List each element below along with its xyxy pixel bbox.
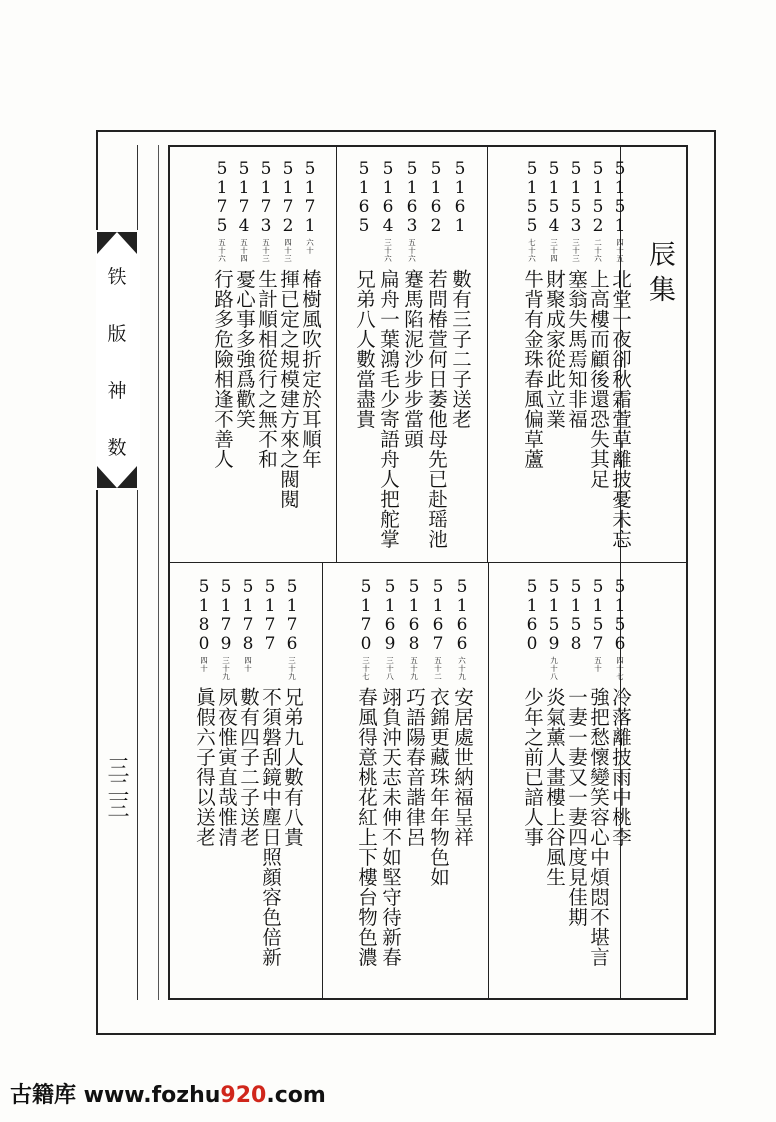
entry-annotation — [262, 239, 270, 267]
entry-annotation — [410, 657, 418, 685]
annotation-char: 九 — [550, 656, 558, 665]
annotation-char: 八 — [550, 672, 558, 681]
entry-number: 5 1 5 2 — [592, 159, 604, 236]
entry-number: 5 1 6 7 — [432, 577, 444, 654]
entry-column — [402, 578, 426, 847]
annotation-char: 五 — [240, 238, 248, 247]
page-number: 三二三 — [104, 756, 129, 816]
annotation-char: 四 — [240, 254, 248, 263]
entry-number: 5 1 6 3 — [406, 159, 418, 236]
entry-verse: 牛背有金珠春風偏草蘆 — [521, 269, 544, 469]
annotation-char: 十 — [222, 664, 230, 673]
annotation-char: 七 — [362, 672, 370, 681]
spine-title-char: 铁 — [107, 266, 127, 288]
entry-annotation — [594, 239, 602, 267]
entry-number: 5 1 5 9 — [548, 577, 560, 654]
entry-column — [608, 160, 632, 549]
entry-number: 5 1 5 6 — [614, 577, 626, 654]
entry-column — [424, 160, 448, 549]
annotation-char: 三 — [288, 656, 296, 665]
entry-number: 5 1 6 8 — [408, 577, 420, 654]
annotation-char: 九 — [222, 672, 230, 681]
entry-column — [378, 578, 402, 967]
entry-verse: 兄弟八人數當盡貴 — [353, 269, 376, 429]
entry-number: 5 1 6 9 — [384, 577, 396, 654]
annotation-char: 六 — [594, 254, 602, 263]
entry-column — [354, 578, 378, 967]
entry-number: 5 1 5 5 — [526, 159, 538, 236]
annotation-char: 十 — [218, 246, 226, 255]
entry-number: 5 1 5 7 — [592, 577, 604, 654]
annotation-char: 四 — [616, 656, 624, 665]
entry-annotation — [200, 657, 208, 685]
annotation-char: 十 — [244, 664, 252, 673]
entry-column — [400, 160, 424, 449]
entry-verse: 上高樓而顧後還恐失其足 — [587, 269, 610, 489]
entry-annotation — [240, 239, 248, 267]
entry-number: 5 1 7 2 — [282, 159, 294, 236]
annotation-char: 五 — [616, 254, 624, 263]
annotation-char: 九 — [458, 672, 466, 681]
annotation-char: 十 — [616, 246, 624, 255]
annotation-char: 十 — [288, 664, 296, 673]
entry-annotation — [218, 239, 226, 267]
annotation-char: 十 — [384, 246, 392, 255]
entry-number: 5 1 7 5 — [216, 159, 228, 236]
entry-verse: 少年之前已諳人事 — [521, 687, 544, 847]
entry-number: 5 1 6 2 — [430, 159, 442, 236]
annotation-char: 四 — [284, 238, 292, 247]
entry-verse: 行路多危險相逢不善人 — [211, 269, 234, 469]
annotation-char: 五 — [408, 238, 416, 247]
entry-annotation — [362, 657, 370, 685]
entry-verse: 數有三子二子送老 — [449, 269, 472, 429]
entry-annotation — [222, 657, 230, 685]
entry-number: 5 1 7 9 — [220, 577, 232, 654]
spine-line-inner — [158, 145, 159, 1000]
entry-annotation — [616, 657, 624, 685]
entry-annotation — [288, 657, 296, 685]
annotation-char: 三 — [262, 254, 270, 263]
entry-column — [298, 160, 322, 469]
entry-verse: 若問椿萱何日萎他母先已赴瑶池 — [425, 269, 448, 549]
entry-column — [564, 160, 588, 429]
entry-number: 5 1 5 4 — [548, 159, 560, 236]
entry-verse: 椿樹風吹折定於耳順年 — [299, 269, 322, 469]
entry-number: 5 1 6 4 — [382, 159, 394, 236]
annotation-char: 三 — [386, 656, 394, 665]
entry-column — [258, 578, 282, 967]
entry-number: 5 1 7 8 — [242, 577, 254, 654]
entry-annotation — [594, 657, 602, 685]
entry-column — [542, 578, 566, 887]
entry-annotation — [550, 239, 558, 267]
entry-column — [448, 160, 472, 429]
entry-verse: 不須磐刮鏡中塵日照顔容色倍新 — [259, 687, 282, 967]
annotation-char: 十 — [262, 246, 270, 255]
entry-verse: 眞假六子得以送老 — [193, 687, 216, 847]
annotation-char: 二 — [434, 672, 442, 681]
annotation-char: 九 — [410, 672, 418, 681]
entry-number: 5 1 7 0 — [360, 577, 372, 654]
entry-annotation — [572, 239, 580, 267]
entry-annotation — [384, 239, 392, 267]
entry-column — [586, 578, 610, 967]
entry-verse: 安居處世納福呈祥 — [451, 687, 474, 847]
entry-number: 5 1 8 0 — [198, 577, 210, 654]
annotation-char: 十 — [408, 246, 416, 255]
entry-column — [214, 578, 238, 847]
annotation-char: 九 — [288, 672, 296, 681]
entry-annotation — [284, 239, 292, 267]
entry-column — [232, 160, 256, 429]
entry-number: 5 1 6 6 — [456, 577, 468, 654]
annotation-char: 四 — [244, 656, 252, 665]
annotation-char: 六 — [384, 254, 392, 263]
vertical-divider-bottom-left — [322, 562, 323, 1000]
entry-verse: 翊負沖天志未伸不如堅守待新春 — [379, 687, 402, 967]
annotation-char: 三 — [572, 254, 580, 263]
spine-title-char: 数 — [107, 437, 127, 459]
entry-annotation — [528, 239, 536, 267]
entry-annotation — [434, 657, 442, 685]
entry-column — [192, 578, 216, 847]
entry-column — [426, 578, 450, 887]
spine-title — [97, 262, 137, 460]
annotation-char: 十 — [362, 664, 370, 673]
entry-column — [450, 578, 474, 847]
entry-verse: 衣錦更藏珠年年物色如 — [427, 687, 450, 887]
annotation-char: 十 — [306, 246, 314, 255]
entry-number: 5 1 5 3 — [570, 159, 582, 236]
entry-number: 5 1 7 1 — [304, 159, 316, 236]
annotation-char: 十 — [240, 246, 248, 255]
entry-column — [236, 578, 260, 847]
annotation-char: 四 — [616, 238, 624, 247]
entry-verse: 巧語陽春音諧律呂 — [403, 687, 426, 847]
entry-verse: 蹇馬陷泥沙步步當頭 — [401, 269, 424, 449]
entry-annotation — [244, 657, 252, 685]
annotation-char: 三 — [362, 656, 370, 665]
annotation-char: 十 — [200, 664, 208, 673]
entry-verse: 春風得意桃花紅上下樓台物色濃 — [355, 687, 378, 967]
annotation-char: 三 — [572, 238, 580, 247]
annotation-char: 十 — [594, 246, 602, 255]
entry-number: 5 1 5 1 — [614, 159, 626, 236]
entry-verse: 炎氣薰人畫樓上谷風生 — [543, 687, 566, 887]
entry-annotation — [408, 239, 416, 267]
entry-verse: 數有四子二子送老 — [237, 687, 260, 847]
entry-number: 5 1 7 3 — [260, 159, 272, 236]
entry-verse: 夙夜惟寅直哉惟清 — [215, 687, 238, 847]
annotation-char: 七 — [616, 672, 624, 681]
annotation-char: 六 — [306, 238, 314, 247]
annotation-char: 四 — [550, 254, 558, 263]
entry-column — [210, 160, 234, 469]
entry-column — [542, 160, 566, 429]
annotation-char: 六 — [458, 656, 466, 665]
watermark-highlight: 920 — [220, 1083, 267, 1108]
entry-verse: 塞翁失馬焉知非福 — [565, 269, 588, 429]
entry-number: 5 1 7 7 — [264, 577, 276, 654]
annotation-char: 三 — [284, 254, 292, 263]
annotation-char: 八 — [386, 672, 394, 681]
entry-column — [520, 578, 544, 847]
annotation-char: 七 — [528, 238, 536, 247]
entry-column — [376, 160, 400, 549]
annotation-char: 五 — [410, 656, 418, 665]
entry-number: 5 1 5 8 — [570, 577, 582, 654]
annotation-char: 十 — [550, 664, 558, 673]
annotation-char: 十 — [284, 246, 292, 255]
annotation-char: 五 — [434, 656, 442, 665]
annotation-char: 三 — [222, 656, 230, 665]
entry-annotation — [306, 239, 314, 267]
entry-verse: 扁舟一葉鴻毛少寄語舟人把舵掌 — [377, 269, 400, 549]
site-watermark — [10, 1078, 326, 1109]
annotation-char: 十 — [458, 664, 466, 673]
entry-column — [608, 578, 632, 847]
annotation-char: 四 — [200, 656, 208, 665]
annotation-char: 十 — [616, 664, 624, 673]
annotation-char: 十 — [550, 246, 558, 255]
annotation-char: 十 — [386, 664, 394, 673]
entry-annotation — [550, 657, 558, 685]
annotation-char: 十 — [572, 246, 580, 255]
entry-verse: 一妻一妻又一妻四度見佳期 — [565, 687, 588, 927]
annotation-char: 十 — [528, 246, 536, 255]
entry-verse: 財聚成家從此立業 — [543, 269, 566, 429]
entry-verse: 北堂一夜卻秋霜萱草離披憂未忘 — [609, 269, 632, 549]
entry-number: 5 1 7 4 — [238, 159, 250, 236]
entry-number: 5 1 6 5 — [358, 159, 370, 236]
vertical-divider-top-right — [487, 145, 488, 562]
entry-verse: 生計順相從行之無不和 — [255, 269, 278, 469]
entry-annotation — [386, 657, 394, 685]
annotation-char: 六 — [408, 254, 416, 263]
entry-column — [276, 160, 300, 509]
annotation-char: 六 — [528, 254, 536, 263]
annotation-char: 三 — [384, 238, 392, 247]
spine-title-char: 神 — [107, 380, 127, 402]
entry-number: 5 1 6 1 — [454, 159, 466, 236]
entry-column — [280, 578, 304, 847]
annotation-char: 五 — [262, 238, 270, 247]
annotation-char: 十 — [434, 664, 442, 673]
annotation-char: 十 — [594, 664, 602, 673]
entry-verse: 冷落離披雨中桃李 — [609, 687, 632, 847]
entry-column — [520, 160, 544, 469]
entry-verse: 憂心事多強爲歡笑 — [233, 269, 256, 429]
annotation-char: 五 — [594, 656, 602, 665]
entry-verse: 強把愁懷變笑容心中煩悶不堪言 — [587, 687, 610, 967]
entry-verse: 揮已定之規模建方來之閥閱 — [277, 269, 300, 509]
annotation-char: 十 — [410, 664, 418, 673]
watermark-prefix: 古籍库 www.fozhu — [10, 1083, 221, 1108]
entry-verse: 兄弟九人數有八貴 — [281, 687, 304, 847]
entry-annotation — [616, 239, 624, 267]
annotation-char: 六 — [218, 254, 226, 263]
entry-number: 5 1 7 6 — [286, 577, 298, 654]
annotation-char: 三 — [550, 238, 558, 247]
horizontal-divider — [168, 562, 688, 563]
section-title: 辰集 — [644, 240, 675, 310]
annotation-char: 二 — [594, 238, 602, 247]
watermark-suffix: .com — [266, 1083, 326, 1108]
spine-title-char: 版 — [107, 323, 127, 345]
vertical-divider-bottom-right — [488, 562, 489, 1000]
entry-column — [564, 578, 588, 927]
entry-annotation — [458, 657, 466, 685]
vertical-divider-top-left — [336, 145, 337, 562]
entry-column — [254, 160, 278, 469]
entry-column — [586, 160, 610, 489]
entry-number: 5 1 6 0 — [526, 577, 538, 654]
annotation-char: 五 — [218, 238, 226, 247]
entry-column — [352, 160, 376, 429]
